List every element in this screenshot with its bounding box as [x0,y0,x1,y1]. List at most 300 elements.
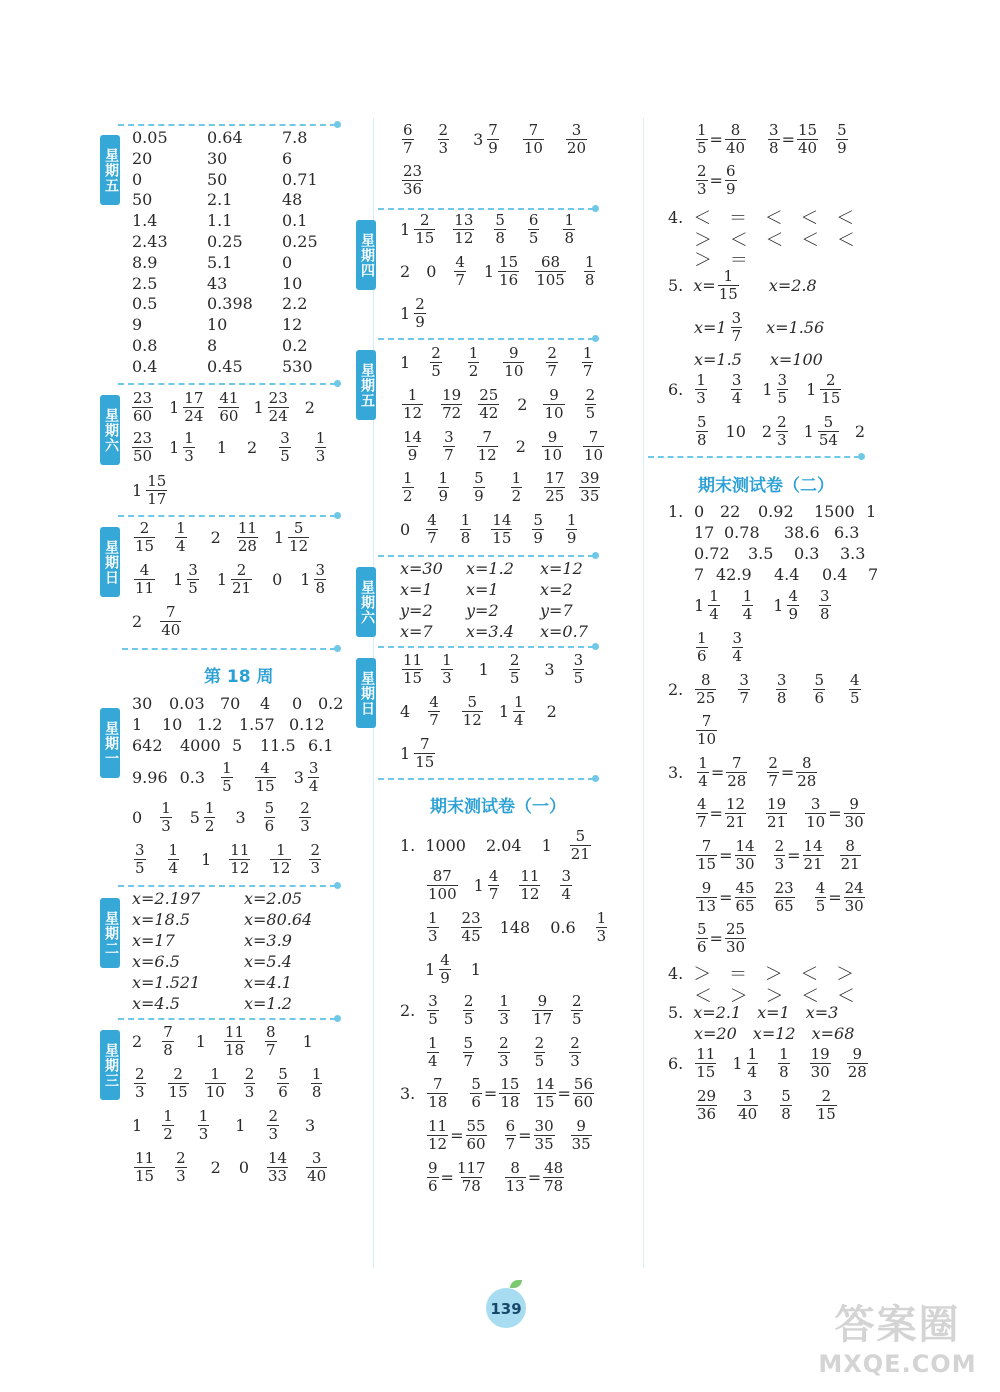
answer-value: 4 [260,694,271,713]
answer-value: 148 [499,918,531,937]
mixed-number: 1 1 4 [694,587,719,623]
answer-row [400,512,579,547]
equation: 2 3 = 14 21 [774,837,823,873]
answer-row [694,713,719,748]
answer-value: y=7 [540,601,573,620]
answer-value: x=1.2 [466,559,514,578]
equation: 9 13 = 45 65 [697,879,755,915]
tab-saturday-2: 星期六 [356,567,376,637]
fraction: 7 10 [584,428,604,464]
fraction: 11 15 [135,1149,155,1185]
equation: 5 6 = 15 18 [471,1075,520,1111]
fraction: 1 8 [584,253,595,289]
fraction: 23 45 [461,909,481,945]
answer-value: 8.9 [132,252,158,272]
answer-value: 1500 [814,502,855,521]
answer-row [400,212,577,247]
equation: 11 12 = 55 60 [428,1117,486,1153]
fraction: 9 35 [571,1117,591,1153]
tab-thursday: 星期四 [356,220,376,290]
exam-1-title: 期末测试卷（一） [430,797,566,817]
answer-value: 1 [132,1116,143,1135]
answer-value: x=4.5 [132,994,180,1013]
answer-row [694,838,863,873]
answer-row [132,1150,329,1185]
question-number: 6. [668,1054,684,1073]
mixed-number: 1 17 24 [169,389,204,425]
answer-value: x=6.5 [132,952,180,971]
fraction: 17 25 [545,469,565,505]
answer-value: 0.71 [282,169,318,189]
answer-value: 0.2 [282,336,308,355]
answer-row [132,800,313,835]
fraction: 11 12 [520,867,540,903]
answer-value: 7 [868,565,879,584]
answer-row [694,880,867,915]
answer-row [132,1108,315,1143]
mixed-number: 1 4 9 [773,587,799,623]
fraction: 1 4 [428,1034,438,1070]
answer-value: x=1.5 [694,350,742,369]
answer-value: 642 [132,736,163,755]
fraction: 1 4 [176,519,186,555]
answer-value: 8 [207,336,218,355]
fraction: 2 5 [431,344,441,380]
mixed-number: 1 23 24 [253,389,288,425]
answer-row [400,993,585,1028]
fraction: 1 8 [311,1065,322,1101]
answer-value: 4.4 [774,565,800,584]
divider [378,555,594,557]
fraction: 4 7 [427,511,437,547]
fraction: 1 8 [460,511,471,547]
fraction: 11 28 [237,519,257,555]
answer-row [425,952,481,987]
comparison-answers: ＞ ＜ ＜ ＜ ＜ [694,230,861,251]
answer-row [132,520,311,555]
answer-value: 530 [282,356,313,376]
answer-value: 4000 [180,736,221,755]
answer-value: 1 [216,438,228,457]
answer-value: 0.72 [694,544,730,563]
answer-value: x=68 [811,1024,855,1043]
fraction: 5 9 [837,121,847,157]
answer-value: 1 [470,960,481,979]
answer-value: x=2.1 [693,1003,742,1022]
answer-value: 10 [162,715,183,734]
divider [118,885,336,887]
equation: 4 5 = 24 30 [815,879,864,915]
mixed-number: 1 3 5 [173,561,198,597]
answer-value: 1 [478,660,489,679]
answer-row [130,390,315,425]
answer-value: 0 [694,502,705,521]
fraction: 5 9 [533,511,543,547]
fraction: 19 72 [442,386,462,422]
answer-row [400,470,602,505]
fraction: 23 50 [133,429,153,465]
fraction: 3 4 [732,629,743,665]
equation: 9 6 = 117 78 [428,1159,486,1195]
fraction: 5 6 [814,671,824,707]
answer-row [400,296,428,331]
answer-value: 10 [725,422,746,441]
answer-value: x=17 [132,931,175,950]
fraction: 1 2 [511,469,522,505]
answer-row [694,310,824,345]
answer-row [400,1076,596,1111]
fraction: 3 8 [776,671,787,707]
fraction: 2 3 [176,1149,186,1185]
answer-value: 0.64 [207,128,243,147]
answer-value: 1.4 [132,211,158,231]
tab-monday: 星期一 [100,708,120,778]
answer-row [694,588,833,623]
mixed-number: 1 1 3 [169,429,194,465]
fraction: 2 5 [585,386,596,422]
fraction: 2 3 [570,1034,580,1070]
answer-value: 6.1 [308,736,334,755]
answer-value: 9 [132,315,143,335]
fraction: 2 7 [547,344,557,380]
fraction: 8 25 [696,671,716,707]
divider [118,515,336,517]
tab-friday: 星期五 [100,135,120,205]
answer-value: 2 [304,398,315,417]
answer-value: y=2 [466,601,499,620]
tab-sunday-2: 星期日 [356,658,376,728]
answer-row [694,122,850,157]
answer-value: 0 [238,1158,250,1177]
fraction: 3 7 [739,671,749,707]
answer-value: 6.3 [834,523,860,542]
answer-value: 1 [866,502,877,521]
fraction: 1 3 [315,429,326,465]
fraction: 2 15 [816,1087,836,1123]
fraction: 29 36 [697,1087,717,1123]
answer-row [132,842,323,877]
answer-value: 43 [207,273,228,293]
answer-row [668,372,843,407]
fraction: 1 8 [779,1045,789,1081]
answer-value: x=1 [400,580,433,599]
answer-value: 0.5 [132,294,158,314]
week-title: 第 18 周 [204,667,274,687]
fraction: 7 10 [523,121,543,157]
fraction: 3 8 [820,587,830,623]
fraction: 7 40 [161,603,181,639]
answer-row [132,1066,324,1101]
answer-value: 4 [400,702,411,721]
fraction: 5 6 [264,799,275,835]
fraction: 2 3 [135,1065,145,1101]
fraction: 9 28 [847,1045,867,1081]
answer-row [694,630,745,665]
answer-value: 0.45 [207,356,243,376]
comparison-answers: ＞ ＝ ＞ ＜ ＞ [693,964,861,985]
fraction: 8 7 [266,1023,276,1059]
answer-row [668,268,817,303]
answer-value: 0 [292,694,303,713]
fraction: 41 60 [219,389,239,425]
fraction: 4 7 [455,253,465,289]
answer-value: 0.4 [822,565,848,584]
fraction: 3 7 [444,428,454,464]
answer-row [132,562,328,597]
answer-value: 9.96 [132,768,168,787]
answer-value: 2.1 [207,190,233,210]
fraction: 7 18 [428,1075,448,1111]
fraction: 19 21 [767,795,787,831]
answer-value: y=2 [400,601,433,620]
mixed-number: 1 4 9 [425,951,450,987]
answer-value: 2.2 [282,294,308,314]
fraction: 5 21 [570,827,590,863]
leaf-icon [510,1280,522,1288]
fraction: $\frac{1}{15}$ [718,267,738,303]
answer-value: x=2.05 [244,889,303,908]
page-number: 139 [486,1288,526,1328]
answer-value: 2 [517,395,528,414]
answer-value: 2 [546,702,557,721]
answer-value: 38.6 [784,523,820,542]
answer-value: 1 [302,1032,313,1051]
equation: 1 4 = 7 28 [698,754,747,790]
equation: 5 6 = 25 30 [697,920,746,956]
answer-value: 1 [235,1116,246,1135]
answer-value: x=80.64 [244,910,313,929]
answer-row [400,694,557,729]
answer-value: 0.25 [282,232,318,251]
answer-value: x=3.9 [244,931,292,950]
answer-value: 0.3 [179,768,206,787]
answer-value: 7.8 [282,128,308,147]
mixed-number: 1 4 7 [473,867,499,903]
answer-row [425,1118,594,1153]
fraction: 3 5 [428,992,438,1028]
fraction: 5 7 [463,1034,474,1070]
answer-value: 1.1 [207,211,233,231]
answer-row [130,430,328,465]
answer-value: 0.398 [207,294,253,314]
answer-value: 10 [207,315,228,335]
equation: 7 15 = 14 30 [697,837,755,873]
answer-row [400,828,593,863]
fraction: 8 21 [840,837,860,873]
fraction: 5 9 [474,469,484,505]
answer-value: x=1 [757,1003,790,1022]
fraction: 39 35 [580,469,600,505]
fraction: 1 2 [163,1107,173,1143]
equation: 3 8 = 15 40 [769,121,818,157]
fraction: 1 9 [438,469,449,505]
answer-value: 2 [515,437,526,456]
fraction: 3 20 [566,121,587,157]
fraction: 2 5 [572,992,582,1028]
answer-row [132,1024,313,1059]
tab-tuesday: 星期二 [100,898,120,968]
equation: 1 5 = 8 40 [697,121,746,157]
answer-value: 5.1 [207,252,233,272]
question-number: 5. [668,276,684,295]
fraction: 1 3 [696,371,706,407]
fraction: 1 2 [468,344,479,380]
comparison-answers: ＜ ＝ ＜ ＜ ＜ [693,208,861,229]
divider [378,778,594,780]
fraction: 3 40 [307,1149,327,1185]
answer-value: x=2.8 [768,276,817,295]
fraction: 3 40 [738,1087,758,1123]
fraction: 4 15 [255,759,275,795]
answer-value: 12 [282,315,303,335]
answer-row [400,429,606,464]
divider [118,124,336,126]
mixed-number: 5 1 2 [189,799,215,835]
question-number: 2. [668,680,684,699]
answer-row [668,755,819,790]
answer-value: 1 [400,353,411,372]
mixed-number: 1 2 15 [806,371,841,407]
answer-value: 3.3 [840,544,866,563]
mixed-number: 1 2 21 [216,561,252,597]
fraction: 5 8 [781,1087,791,1123]
fraction: 5 12 [462,693,482,729]
answer-value: x=3 [805,1003,839,1022]
answer-value: 2 [210,528,221,547]
divider [378,646,594,648]
mixed-number: 1 5 54 [803,413,838,449]
answer-row [425,910,609,945]
answer-value: x=12 [752,1024,796,1043]
answer-value: x=7 [400,622,433,641]
answer-row [400,163,425,198]
mixed-number: 1 5 12 [273,519,309,555]
answer-value: 0.05 [132,128,168,147]
answer-row [668,1046,870,1081]
fraction: 11 15 [403,651,423,687]
fraction: 7 8 [163,1023,173,1059]
answer-row [400,387,598,422]
answer-value: x=5.4 [244,952,292,971]
answer-value: 7 [694,565,705,584]
fraction: 6 5 [528,211,539,247]
fraction: 4 5 [850,671,860,707]
fraction: 5 8 [495,211,505,247]
answer-row [425,1160,566,1195]
mixed-number: 1 2 15 [400,211,435,247]
fraction: 1 3 [499,992,509,1028]
answer-value: 2 [854,422,866,441]
fraction: 3 4 [561,867,572,903]
fraction: 2 3 [310,841,321,877]
answer-value: 70 [220,694,241,713]
divider [648,456,860,458]
fraction: 5 6 [278,1065,288,1101]
equation: 4 7 = 12 21 [697,795,746,831]
answer-value: 2 [132,1032,143,1051]
tab-saturday: 星期六 [100,395,120,465]
mixed-number: 1 15 17 [132,472,167,508]
fraction: 9 10 [542,428,563,464]
fraction: 87 100 [428,867,457,903]
mixed-number: 1 3 8 [300,561,326,597]
answer-row [400,345,595,380]
fraction: 9 10 [504,344,524,380]
watermark-logo-text: 答案圈 [834,1302,961,1348]
answer-row [400,254,597,289]
answer-value: x=4.1 [244,973,292,992]
answer-value: 20 [132,148,153,168]
answer-row [694,1024,854,1043]
answer-value: 3 [544,660,555,679]
fraction: 1 3 [596,909,607,945]
answer-value: x=12 [540,559,583,578]
fraction: 2 3 [499,1034,509,1070]
answer-value: 0.03 [169,694,205,713]
answer-value: 1 [201,850,212,869]
answer-value: 2.5 [132,273,158,293]
answer-value: x=0.7 [540,622,588,641]
mixed-number: 3 7 9 [473,121,498,157]
fraction: 4 11 [135,561,155,597]
watermark-url: MXQE.COM [818,1350,977,1378]
answer-value: 1.57 [239,715,275,734]
fraction: 1 12 [403,386,423,422]
divider [118,1018,336,1020]
equation: 2 7 = 8 28 [768,754,817,790]
tab-sunday: 星期日 [100,527,120,597]
equation: 3 10 = 9 30 [806,795,864,831]
fraction: 1 2 [403,469,413,505]
answer-value: 0.2 [318,694,344,713]
divider [378,208,594,210]
fraction: 1 8 [564,211,575,247]
fraction: 1 9 [566,511,577,547]
fraction: 1 3 [198,1107,209,1143]
answer-value: 0.6 [550,918,576,937]
answer-value: 30 [132,694,153,713]
fraction: 4 7 [429,693,439,729]
answer-row [694,796,867,831]
mixed-number: 1 1 4 [732,1045,758,1081]
answer-value: 2.04 [485,836,522,855]
answer-value: 22 [720,502,741,521]
answer-value: 2 [247,438,258,457]
fraction: 13 12 [454,211,474,247]
question-number: 4. [668,207,684,227]
fraction: 5 8 [697,413,707,449]
answer-value: 0.25 [207,232,243,251]
answer-value: 11.5 [260,736,296,755]
fraction: 1 5 [222,759,232,795]
answer-value: 5 [232,736,243,755]
answer-value: 1.2 [197,715,223,734]
fraction: 1 10 [205,1065,225,1101]
fraction: 1 12 [271,841,291,877]
answer-value: 0 [400,520,411,539]
answer-value: 6 [282,148,293,168]
fraction: 7 12 [477,428,497,464]
fraction: 14 9 [403,428,423,464]
answer-row [668,1003,838,1022]
answer-value: x=1.2 [244,994,292,1013]
equation: 2 3 = 6 9 [697,162,736,198]
answer-value: 0.92 [758,502,794,521]
answer-row [132,604,183,639]
answer-row [425,868,574,903]
fraction: 1 7 [582,344,593,380]
answer-row [132,473,169,508]
